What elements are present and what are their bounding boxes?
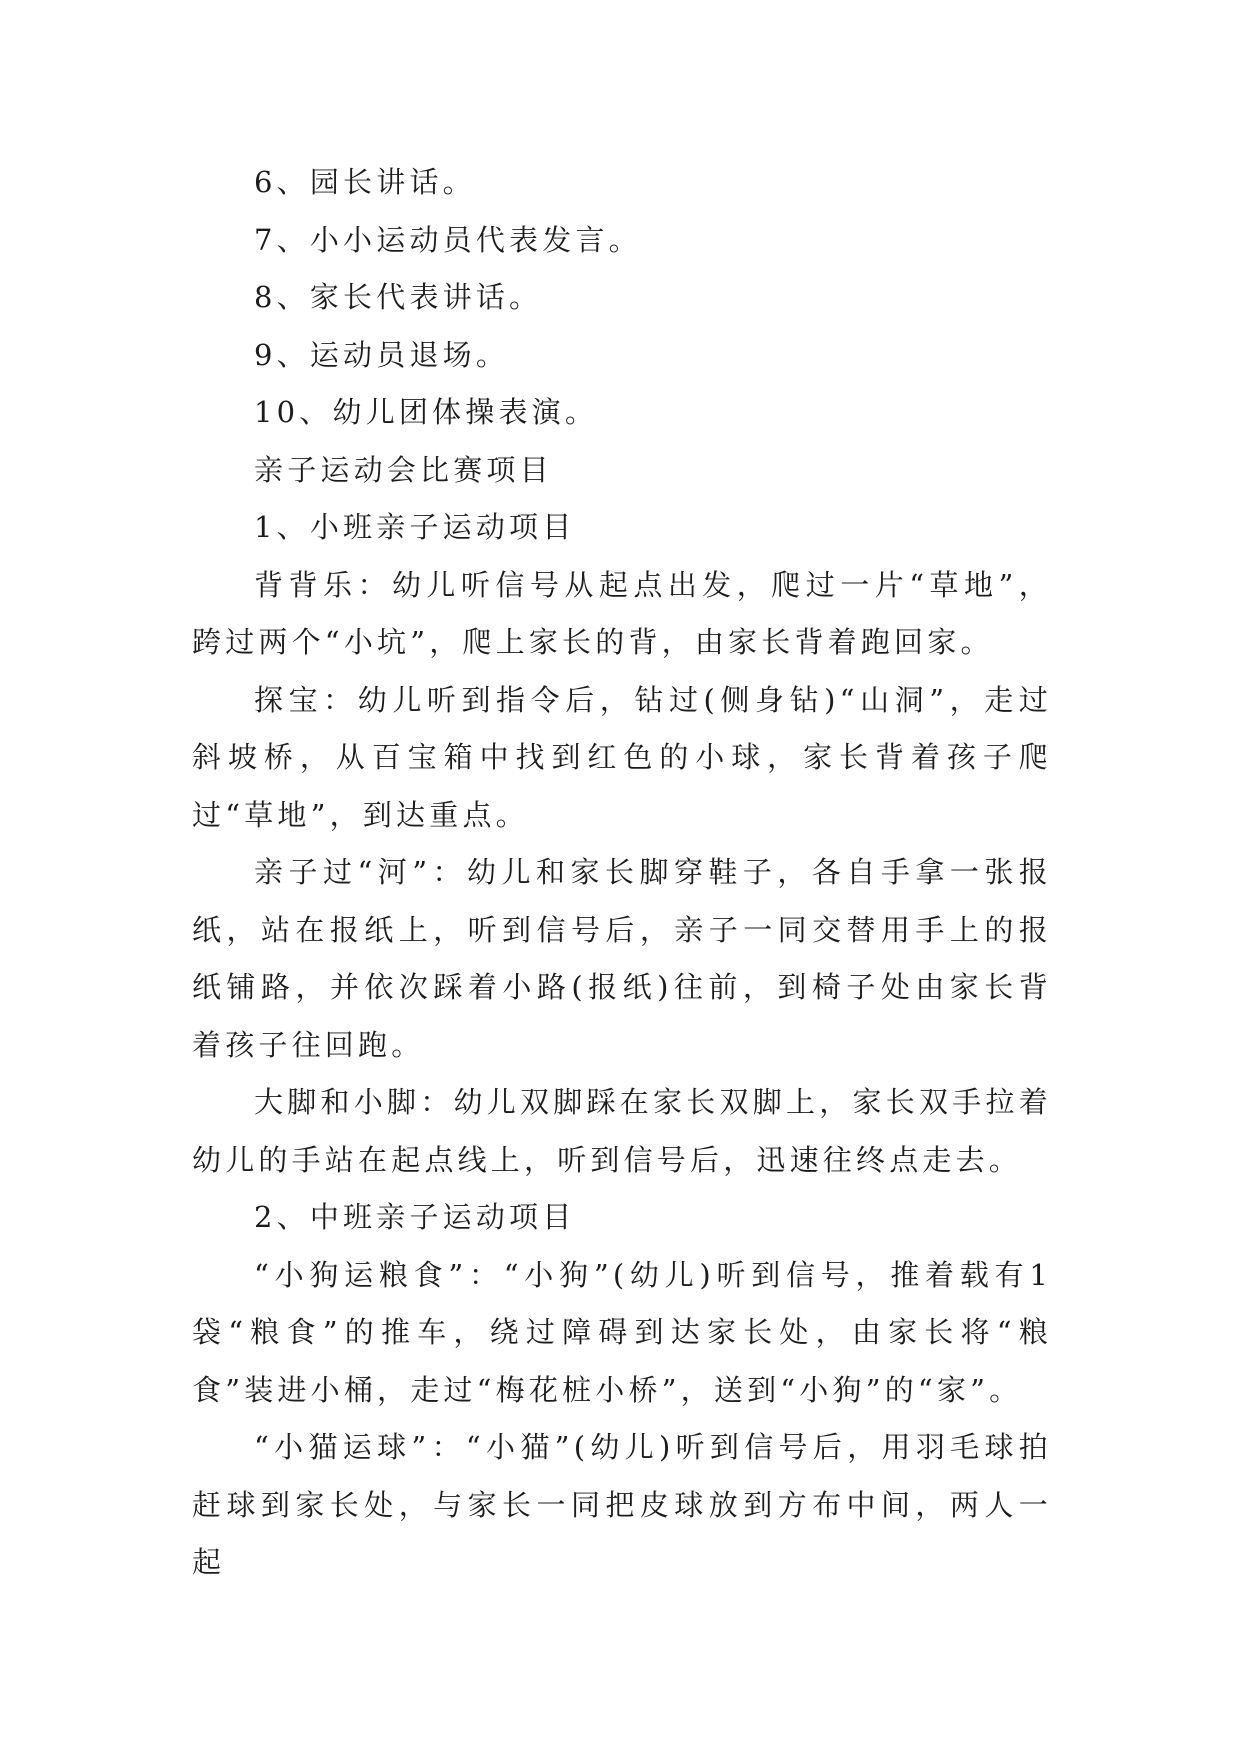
agenda-item-9: 9、运动员退场。 [254,337,510,372]
agenda-item-6: 6、园长讲话。 [254,165,476,199]
agenda-item-7: 7、小小运动员代表发言。 [254,222,642,257]
subsection-heading-middle-class: 2、中班亲子运动项目 [254,1200,576,1234]
paragraph-tanbao: 探宝：幼儿听到指令后，钻过(侧身钻)“山洞”，走过斜坡桥，从百宝箱中找到红色的小球，家长背着孩子爬过“草地”，到达重点。 [192,682,1052,832]
paragraph-cross-river: 亲子过“河”：幼儿和家长脚穿鞋子，各自手拿一张报纸，站在报纸上，听到信号后，亲子一同交替用手上的报纸铺路，并依次踩着小路(报纸)往前，到椅子处由家长背着孩子往回跑。 [192,855,1052,1062]
paragraph-puppy-grain: “小狗运粮食”：“小狗”(幼儿)听到信号，推着载有1袋“粮食”的推车，绕过障碍到达家长处，由家长将“粮食”装进小桶，走过“梅花桩小桥”，送到“小狗”的“家”。 [192,1257,1052,1407]
agenda-item-10: 10、幼儿团体操表演。 [254,395,599,429]
paragraph-beibeile: 背背乐：幼儿听信号从起点出发，爬过一片“草地”，跨过两个“小坑”，爬上家长的背，由家长背着跑回家。 [192,567,1052,659]
document-body [192,154,1052,1592]
section-heading: 亲子运动会比赛项目 [254,452,553,487]
paragraph-kitten-ball: “小猫运球”：“小猫”(幼儿)听到信号后，用羽毛球拍赶球到家长处，与家长一同把皮球放到方布中间，两人一起 [192,1430,1052,1579]
paragraph-big-small-feet: 大脚和小脚：幼儿双脚踩在家长双脚上，家长双手拉着幼儿的手站在起点线上，听到信号后，迅速往终点走去。 [192,1085,1052,1177]
subsection-heading-small-class: 1、小班亲子运动项目 [254,510,576,544]
agenda-item-8: 8、家长代表讲话。 [254,280,543,314]
